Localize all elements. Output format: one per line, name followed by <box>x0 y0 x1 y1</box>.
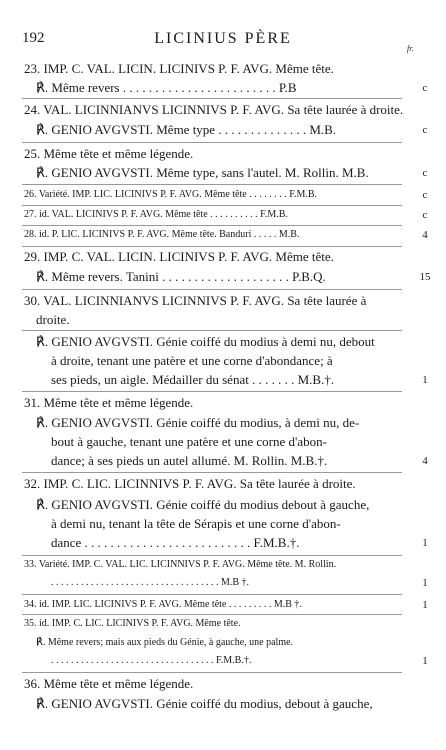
entry-line: 29. IMP. C. VAL. LICIN. LICINIVS P. F. AVG. Même tête. <box>24 249 334 264</box>
entry-line: . . . . . . . . . . . . . . . . . . . . . . . . . . . . . . . . . . M.B †. <box>51 577 250 588</box>
rarity-value: 1 <box>422 537 428 549</box>
separator-rule <box>22 391 402 392</box>
entry-line: bout à gauche, tenant une patère et une corne d'abon- <box>51 434 327 449</box>
entry-line: 34. id. IMP. LIC. LICINIVS P. F. AVG. Même tête . . . . . . . . . M.B †. <box>24 599 302 610</box>
entry-line: . . . . . . . . . . . . . . . . . . . . . . . . . . . . . . . . . F.M.B.†. <box>51 655 252 666</box>
separator-rule <box>22 330 402 331</box>
entry-line: 32. IMP. C. LIC. LICINNIVS P. F. AVG. Sa tête laurée à droite. <box>24 476 356 491</box>
entry-line: ℟. GENIO AVGVSTI. Génie coiffé du modius à demi nu, debout <box>36 334 375 349</box>
separator-rule <box>22 672 402 673</box>
rarity-value: 15 <box>419 271 431 283</box>
entry-line: ℟. Même revers. Tanini . . . . . . . . . . . . . . . . . . . . P.B.Q. <box>36 269 326 284</box>
entry-line: droite. <box>36 312 70 327</box>
entry-line: ℟. GENIO AVGVSTI. Génie coiffé du modius, debout à gauche, <box>36 696 373 711</box>
entry-line: dance; à ses pieds un autel allumé. M. Rollin. M.B.†. <box>51 453 328 468</box>
running-title: LICINIUS PÈRE <box>154 30 292 47</box>
entry-line: ℟. GENIO AVGVSTI. Même type, sans l'autel. M. Rollin. M.B. <box>36 165 369 180</box>
page-header <box>0 30 446 53</box>
entry-line: 30. VAL. LICINNIANVS LICINNIVS P. F. AVG. Sa tête laurée à <box>24 293 367 308</box>
entry-line: ℟. GENIO AVGVSTI. Génie coiffé du modius debout à gauche, <box>36 497 370 512</box>
entry-line: 35. id. IMP. C. LIC. LICINIVS P. F. AVG. Même tête. <box>24 618 241 629</box>
rarity-value: c <box>422 124 428 136</box>
rarity-value: c <box>422 209 428 221</box>
rarity-value: c <box>422 189 428 201</box>
entry-line: dance . . . . . . . . . . . . . . . . . . . . . . . . . . F.M.B.†. <box>51 535 300 550</box>
rarity-value: 4 <box>422 229 428 241</box>
entry-line: ℟. GENIO AVGVSTI. Même type . . . . . . . . . . . . . . M.B. <box>36 122 337 137</box>
rarity-value: 1 <box>422 374 428 386</box>
separator-rule <box>22 246 402 247</box>
entry-line: ℟. Même revers . . . . . . . . . . . . . . . . . . . . . . . . P.B <box>36 80 297 95</box>
rarity-column-heading: fr. <box>407 44 414 53</box>
rarity-value: 1 <box>422 599 428 611</box>
separator-rule <box>22 98 402 99</box>
separator-rule <box>22 472 402 473</box>
entry-line: 36. Même tête et même légende. <box>24 676 194 691</box>
entry-line: ℟. Même revers; mais aux pieds du Génie, à gauche, une palme. <box>36 637 294 648</box>
rarity-value: c <box>422 82 428 94</box>
entry-line: ℟. GENIO AVGVSTI. Génie coiffé du modius, à demi nu, de- <box>36 415 360 430</box>
separator-rule <box>22 289 402 290</box>
entry-line: 25. Même tête et même légende. <box>24 146 194 161</box>
entry-line: 26. Variété. IMP. LIC. LICINIVS P. F. AVG. Même tête . . . . . . . . F.M.B. <box>24 189 318 200</box>
page-number: 192 <box>22 30 45 46</box>
entry-line: ses pieds, un aigle. Médailler du sénat . . . . . . . M.B.†. <box>51 372 335 387</box>
entry-line: 27. id. VAL. LICINIVS P. F. AVG. Même tête . . . . . . . . . . F.M.B. <box>24 209 288 220</box>
entry-line: 33. Variété. IMP. C. VAL. LIC. LICINNIVS P. F. AVG. Même tête. M. Rollin. <box>24 559 337 570</box>
separator-rule <box>22 184 402 185</box>
rarity-value: 1 <box>422 577 428 589</box>
entry-line: 28. id. P. LIC. LICINIVS P. F. AVG. Même tête. Banduri . . . . . M.B. <box>24 229 300 240</box>
entry-line: 24. VAL. LICINNIANVS LICINNIVS P. F. AVG. Sa tête laurée à droite. <box>24 102 404 117</box>
rarity-value: c <box>422 167 428 179</box>
rarity-value: 1 <box>422 655 428 667</box>
separator-rule <box>22 142 402 143</box>
entry-line: 23. IMP. C. VAL. LICIN. LICINIVS P. F. AVG. Même tête. <box>24 61 334 76</box>
entry-line: à demi nu, tenant la tête de Sérapis et une corne d'abon- <box>51 516 341 531</box>
entry-line: 31. Même tête et même légende. <box>24 395 194 410</box>
rarity-value: 4 <box>422 455 428 467</box>
entry-line: à droite, tenant une patère et une corne d'abondance; à <box>51 353 333 368</box>
separator-rule <box>22 594 402 595</box>
